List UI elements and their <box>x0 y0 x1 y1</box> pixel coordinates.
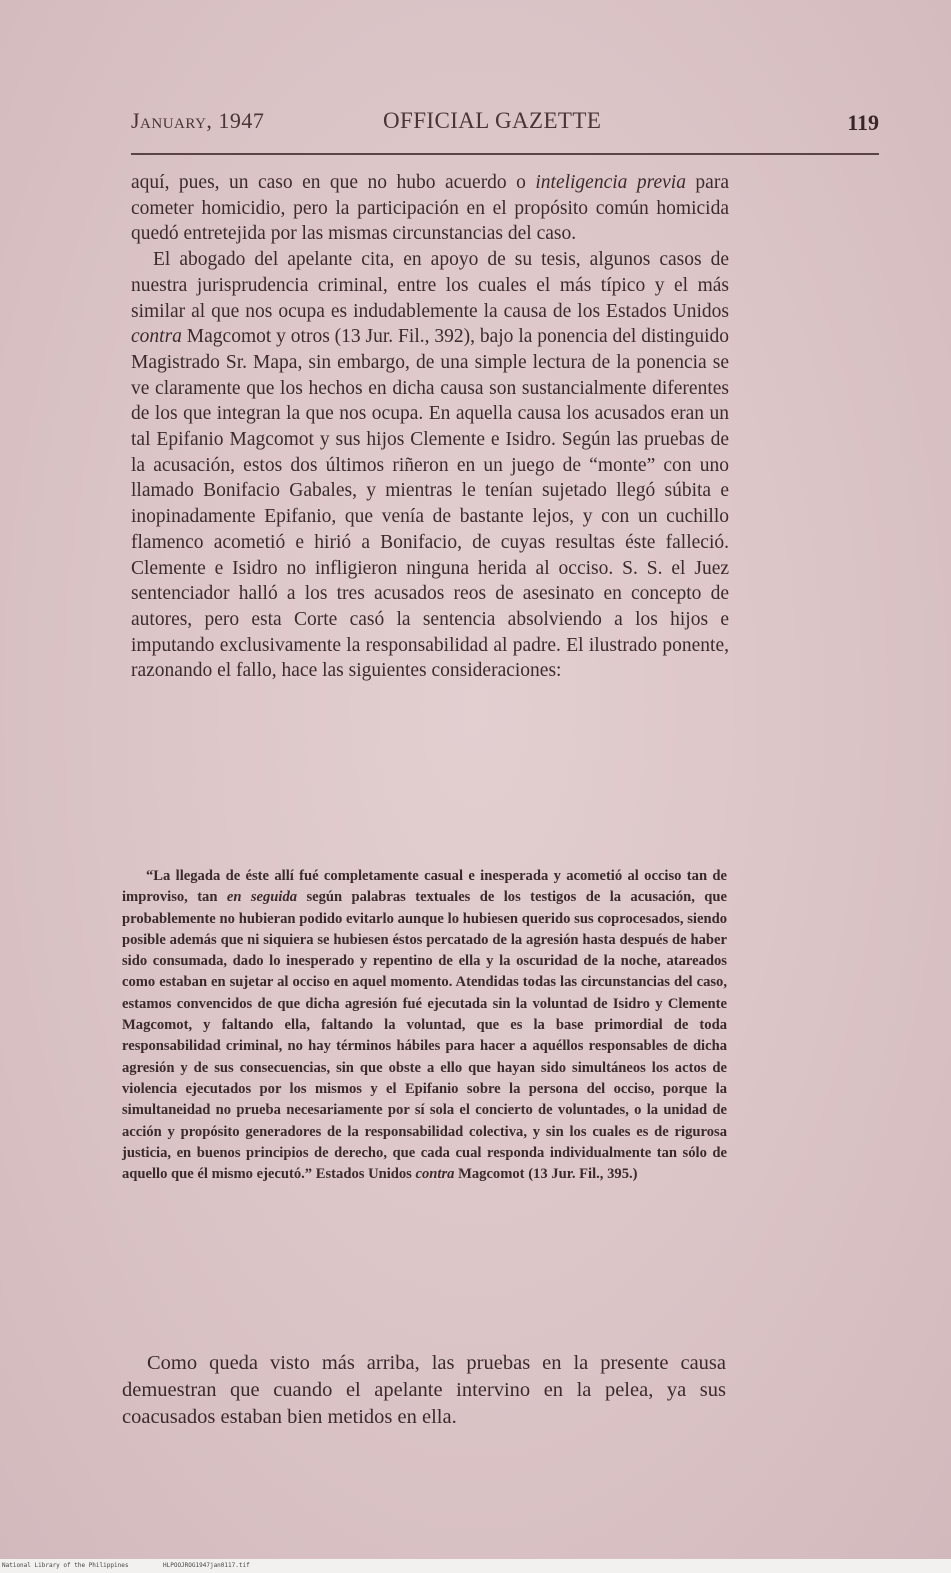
footer-filename: HLPOOJROG1947jan0117.tif <box>163 1562 250 1569</box>
page-number: 119 <box>847 110 879 135</box>
block-quote <box>122 866 727 1185</box>
scan-footer <box>0 1559 951 1573</box>
paragraph-1-text-a: aquí, pues, un caso en que no hubo acuerdo o <box>131 172 536 193</box>
quote-italic-2: contra <box>415 1166 455 1183</box>
quote-text-c: Magcomot (13 Jur. Fil., 395.) <box>454 1166 638 1183</box>
closing-paragraph <box>122 1350 726 1431</box>
header-rule <box>131 153 879 155</box>
paragraph-2-italic: contra <box>131 326 182 348</box>
header-title: OFFICIAL GAZETTE <box>383 108 602 133</box>
paragraph-1 <box>131 170 729 247</box>
page-header <box>131 108 879 144</box>
quote-italic-1: en seguida <box>226 889 298 906</box>
quote-paragraph <box>122 866 727 1185</box>
paragraph-2-text-a: El abogado del apelante cita, en apoyo de su tesis, algunos casos de nuestra jurisprudencia criminal, entre los cuales el más típico y el más similar al que nos ocupa es indudablemente la causa de los Estados Unidos <box>131 249 729 322</box>
paragraph-1-italic: inteligencia previa <box>535 172 686 193</box>
paragraph-2 <box>131 247 729 684</box>
paragraph-1-text-b: para cometer homicidio, pero la participación en el propósito común homicida quedó entretejida por las mismas circunstancias del caso. <box>131 172 729 245</box>
body-text <box>131 170 729 684</box>
paragraph-2-text-b: Magcomot y otros (13 Jur. Fil., 392), bajo la ponencia del distinguido Magistrado Sr. Mapa, sin embargo, de una simple lectura de la ponencia se ve claramente que los hechos en dicha causa son sustancialmente diferentes de los que integran la que nos ocupa. En aquella causa los acusados eran un tal Epifanio Magcomot y sus hijos Clemente e Isidro. Según las pruebas de la acusación, estos dos últimos riñeron en un juego de “monte” con uno llamado Bonifacio Gabales, y mientras le tenían sujetado llegó súbita e inopinadamente Epifanio, que venía de bastante lejos, y con un cuchillo flamenco acometió e hirió a Bonifacio, de cuyas resultas éste falleció. Clemente e Isidro no infligieron ninguna herida al occiso. S. S. el Juez sentenciador halló a los tres acusados reos de asesinato en concepto de autores, pero esta Corte casó la sentencia absolviendo a los hijos e imputando exclusivamente la responsabilidad al padre. El ilustrado ponente, razonando el fallo, hace las siguientes consideraciones: <box>131 326 729 682</box>
quote-text-a: “La llegada de éste allí fué completamente casual e inesperada y acometió al occiso tan de improviso, tan <box>122 868 727 906</box>
quote-text-b: según palabras textuales de los testigos de la acusación, que probablemente no hubieran podido evitarlo aunque lo hubiesen querido sus coprocesados, siendo posible además que ni siquiera se hubiesen éstos percatado de la agresión hasta después de haber sido consumada, dado lo inesperado y repentino de ella y la oscuridad de la noche, atareados como estaban en sujetar al occiso en aquel momento. Atendidas todas las circunstancias del caso, estamos convencidos de que dicha agresión fué ejecutada sin la voluntad de Isidro y Clemente Magcomot, y faltando ella, faltando la voluntad, que es la base primordial de toda responsabilidad criminal, no hay términos hábiles para hacer a aquéllos responsables de dicha agresión y de sus consecuencias, sin que obste a ello que hayan sido simultáneos los actos de violencia ejecutados por los mismos y el Epifanio sobre la persona del occiso, porque la simultaneidad no prueba necesariamente por sí sola el concierto de voluntades, o la unidad de acción y propósito generadores de la responsabilidad colectiva, y sin los cuales es de rigurosa justicia, en buenos principios de derecho, que cada cual responda individualmente tan sólo de aquello que él mismo ejecutó.” Estados Unidos <box>122 889 727 1183</box>
header-date: January, 1947 <box>131 108 265 133</box>
footer-library: National Library of the Philippines <box>2 1562 129 1569</box>
closing-text: Como queda visto más arriba, las pruebas en la presente causa demuestran que cuando el apelante intervino en la pelea, ya sus coacusados estaban bien metidos en ella. <box>122 1352 726 1428</box>
